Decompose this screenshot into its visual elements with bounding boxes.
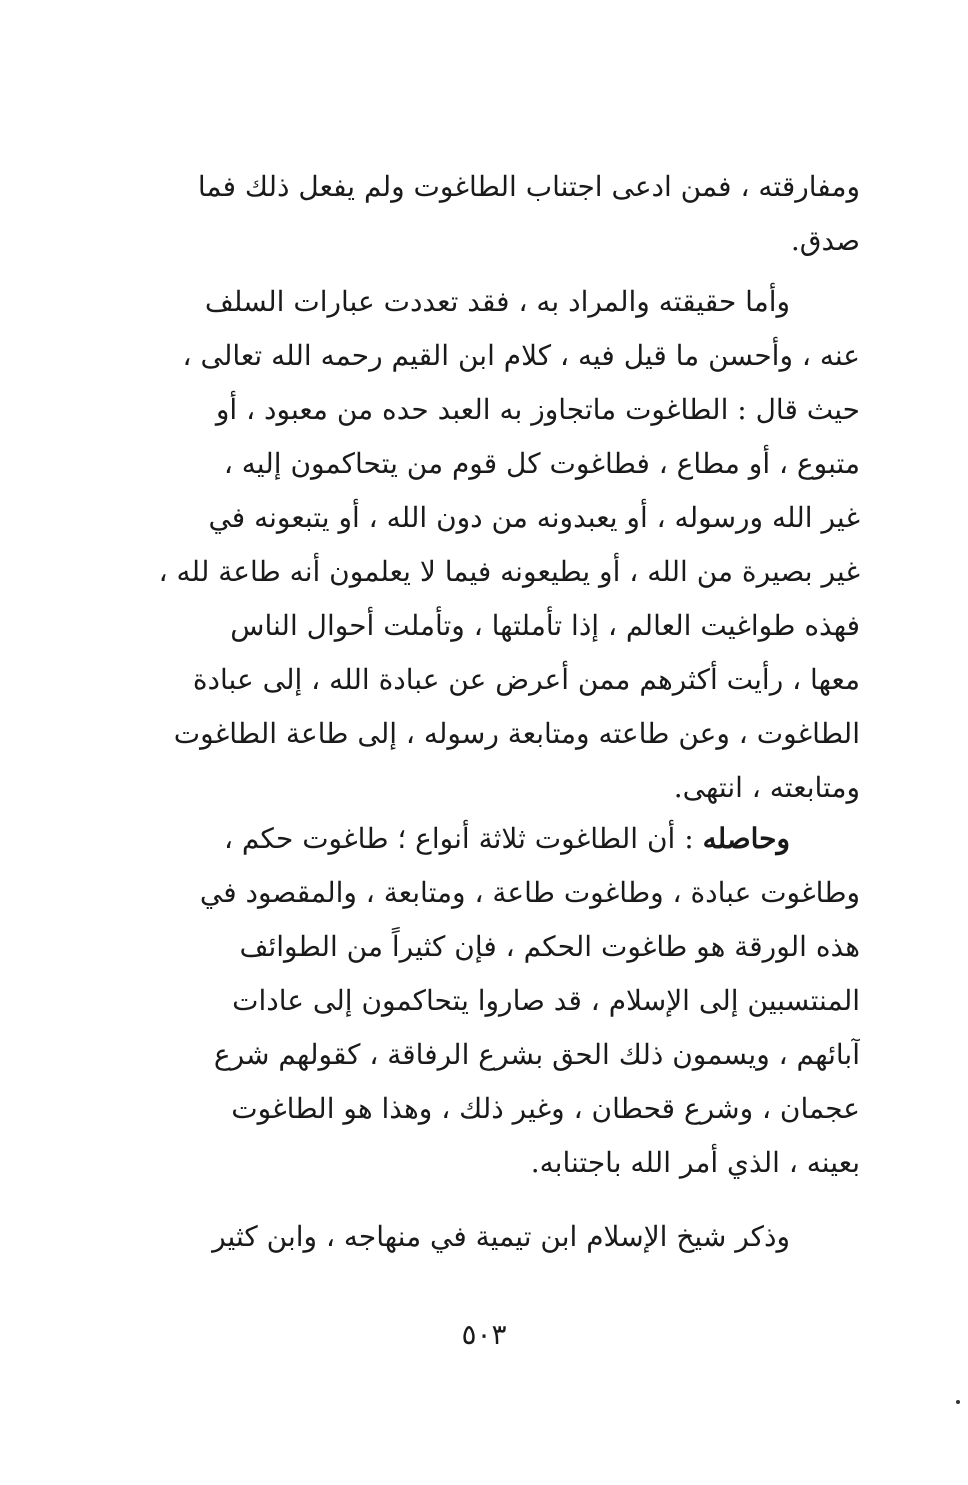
text-line: حيث قال : الطاغوت ماتجاوز به العبد حده من معبود ، أو <box>215 393 860 426</box>
text-line: غير الله ورسوله ، أو يعبدونه من دون الله ، أو يتبعونه في <box>208 501 860 534</box>
text-line: ومتابعته ، انتهى. <box>673 771 860 804</box>
text-line: ومفارقته ، فمن ادعى اجتناب الطاغوت ولم يفعل ذلك فما <box>197 170 860 203</box>
text-line: بعينه ، الذي أمر الله باجتنابه. <box>530 1146 860 1179</box>
paragraph-3 <box>110 812 860 1190</box>
text-line: آبائهم ، ويسمون ذلك الحق بشرع الرفاقة ، كقولهم شرع <box>213 1038 860 1071</box>
text-line: الطاغوت ، وعن طاعته ومتابعة رسوله ، إلى طاعة الطاغوت <box>173 717 860 750</box>
text-line: غير بصيرة من الله ، أو يطيعونه فيما لا يعلمون أنه طاعة لله ، <box>158 555 860 588</box>
paragraph-4 <box>110 1210 860 1264</box>
text-line: هذه الورقة هو طاغوت الحكم ، فإن كثيراً من الطوائف <box>239 930 860 963</box>
paragraph-1 <box>110 160 860 268</box>
text-line: عنه ، وأحسن ما قيل فيه ، كلام ابن القيم رحمه الله تعالى ، <box>182 339 860 372</box>
paragraph-lead-word: وحاصله <box>702 822 790 855</box>
text-line: معها ، رأيت أكثرهم ممن أعرض عن عبادة الله ، إلى عبادة <box>192 663 860 696</box>
text-line: صدق. <box>790 224 860 257</box>
text-line-rest: : أن الطاغوت ثلاثة أنواع ؛ طاغوت حكم ، <box>223 822 694 855</box>
text-line: متبوع ، أو مطاع ، فطاغوت كل قوم من يتحاكمون إليه ، <box>223 447 860 480</box>
text-line: وأما حقيقته والمراد به ، فقد تعددت عبارات السلف <box>204 285 790 318</box>
scan-speck <box>956 1400 960 1404</box>
paragraph-2 <box>110 275 860 815</box>
text-line: وذكر شيخ الإسلام ابن تيمية في منهاجه ، وابن كثير <box>212 1220 790 1253</box>
text-line: عجمان ، وشرع قحطان ، وغير ذلك ، وهذا هو الطاغوت <box>231 1092 860 1125</box>
text-line: فهذه طواغيت العالم ، إذا تأملتها ، وتأملت أحوال الناس <box>230 609 860 642</box>
text-line <box>110 812 860 866</box>
page-number: ٥٠٣ <box>461 1318 507 1351</box>
text-line: المنتسبين إلى الإسلام ، قد صاروا يتحاكمون إلى عادات <box>232 984 860 1017</box>
text-line: وطاغوت عبادة ، وطاغوت طاعة ، ومتابعة ، والمقصود في <box>199 876 860 909</box>
